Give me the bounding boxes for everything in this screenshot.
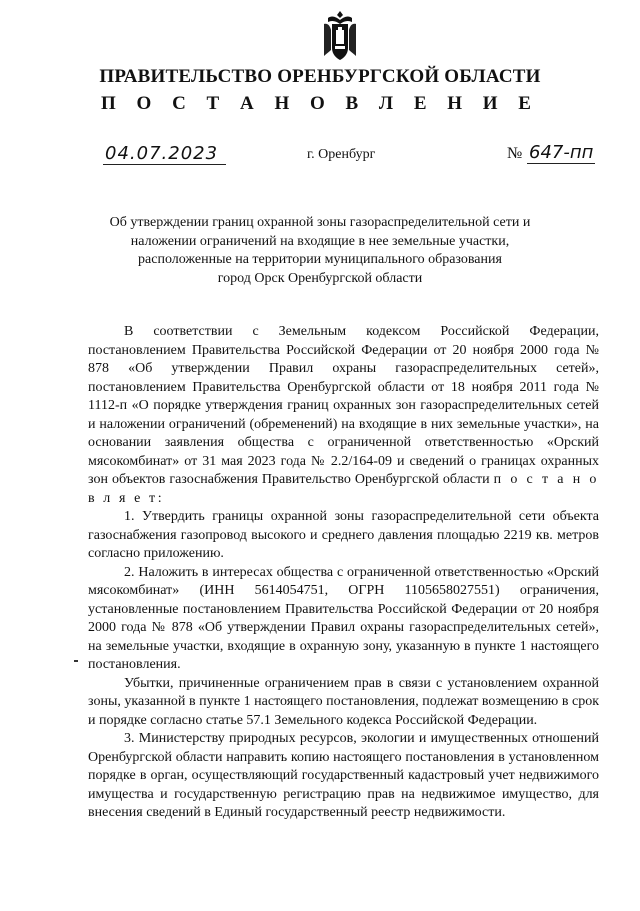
decree-verb: п о с т а н о в л я е т: [88,472,600,506]
decree-number-label: № [507,145,523,162]
preamble-paragraph [88,323,599,508]
coat-of-arms-icon [322,10,358,62]
decree-subject [100,214,540,288]
subject-line: расположенные на территории муниципального образования [138,252,502,267]
item-2-paragraph: 2. Наложить в интересах общества с ограниченной ответственностью «Орский мясокомбинат» (ИНН 5614054751, ОГРН 1105658027551) ограничения, установленные постановлением Правительства Российской Федерации от 20 ноября 2000 года № 878 «Об утверждении Правил охраны газораспределительных сетей», на земельные участки, входящие в охранную зону, указанную в пункте 1 настоящего постановления. [88,564,599,672]
subject-line: наложении ограничений на входящие в нее земельные участки, [130,233,510,249]
losses-paragraph: Убытки, причиненные ограничением прав в связи с установлением охранной зоны, указанной в пункте 1 настоящего постановления, подлежат возмещению в срок и порядке согласно статье 57.1 Земельного кодекса Российской Федерации. [88,675,599,728]
document-type-title: П О С Т А Н О В Л Е Н И Е [101,93,539,114]
decree-city: г. Оренбург [307,147,376,162]
decree-date: 04.07.2023 [103,143,226,165]
decree-body [88,323,599,823]
preamble-text: В соответствии с Земельным кодексом Российской Федерации, постановлением Правительства Российской Федерации от 20 ноября 2000 года № 878 «Об утверждении Правил охраны газораспределительных сетей», постановлением Правительства Оренбургской области от 18 ноября 2011 года № 1112-п «О порядке утверждения границ охранных зон газораспределительных сетей и наложении ограничений (обременений) на входящие в них земельные участки», на основании заявления общества с ограниченной ответственностью «Орский мясокомбинат» от 31 мая 2023 года № 2.2/164-09 и сведений о границах охранных зон объектов газоснабжения Правительство Оренбургской области [88,324,599,487]
decree-number: 647-пп [529,142,594,163]
item-3-paragraph: 3. Министерству природных ресурсов, экологии и имущественных отношений Оренбургской области направить копию настоящего постановления в установленном порядке в орган, осуществляющий государственный кадастровый учет недвижимого имущества и государственную регистрацию прав на недвижимое имущество, для внесения сведений в Единый государственный реестр недвижимости. [88,731,599,820]
subject-line: Об утверждении границ охранной зоны газораспределительной сети и [109,215,531,230]
government-title: ПРАВИТЕЛЬСТВО ОРЕНБУРГСКОЙ ОБЛАСТИ [99,66,541,87]
margin-mark [74,660,78,662]
item-1-paragraph: 1. Утвердить границы охранной зоны газораспределительной сети объекта газоснабжения газопровод высокого и среднего давления площадью 2219 кв. метров согласно приложению. [88,509,599,561]
subject-line: город Орск Оренбургской области [217,270,423,286]
